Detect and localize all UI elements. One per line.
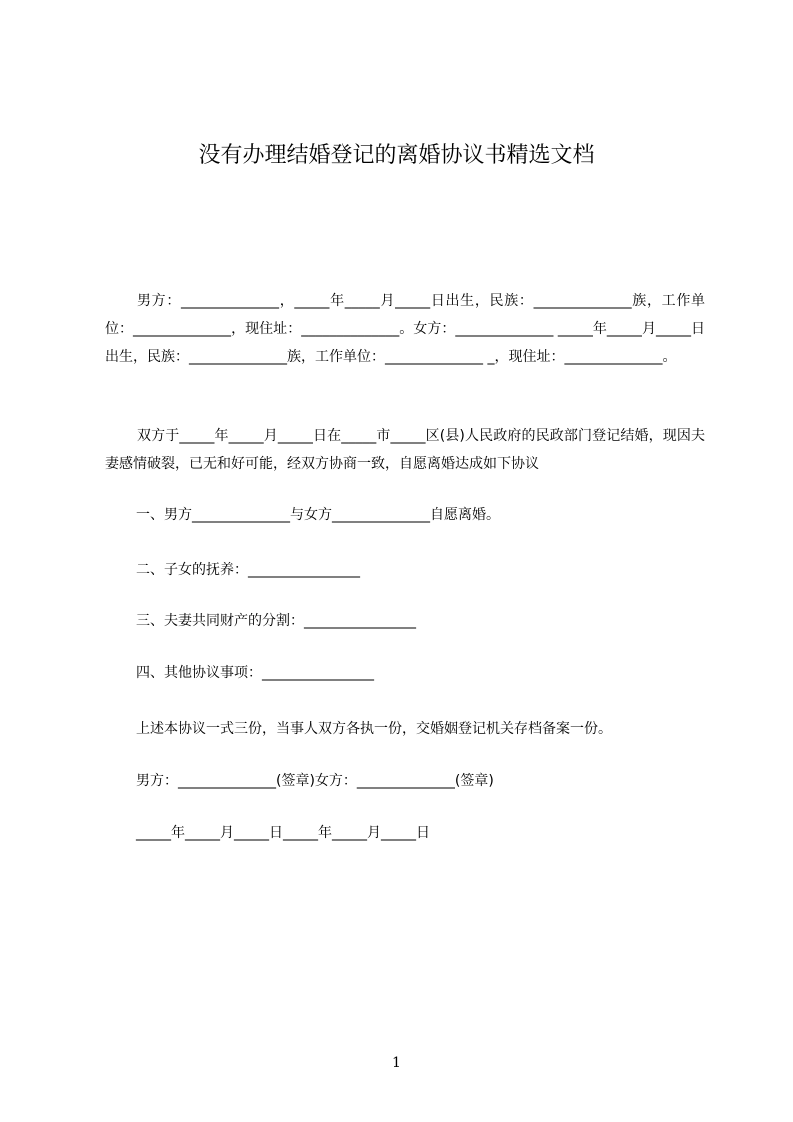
paragraph-parties: 男方：______________，_____年_____月_____日出生，民族：______________族，工作单位：______________，现住址：______________。女方：______________ _____年_____月_____日出生，民族：______________族，工作单位：______________ _，现住址：______________。 <box>105 293 705 365</box>
clause-property-division: 三、夫妻共同财产的分割：________________ <box>136 613 416 629</box>
paragraph-background: 双方于_____年_____月_____日在_____市_____区(县)人民政府的民政部门登记结婚，现因夫妻感情破裂，已无和好可能，经双方协商一致，自愿离婚达成如下协议 <box>105 428 705 472</box>
clause-other-matters: 四、其他协议事项：________________ <box>136 665 374 681</box>
clause-divorce-consent: 一、男方______________与女方______________自愿离婚。 <box>136 507 500 523</box>
copies-statement: 上述本协议一式三份，当事人双方各执一份，交婚姻登记机关存档备案一份。 <box>136 721 612 737</box>
signature-line: 男方：______________(签章)女方：______________(签章) <box>136 773 494 789</box>
clause-child-custody: 二、子女的抚养：________________ <box>136 562 360 578</box>
page-number: 1 <box>392 1055 401 1071</box>
date-line: _____年_____月_____日_____年_____月_____日 <box>136 825 430 841</box>
document-title: 没有办理结婚登记的离婚协议书精选文档 <box>198 143 595 168</box>
